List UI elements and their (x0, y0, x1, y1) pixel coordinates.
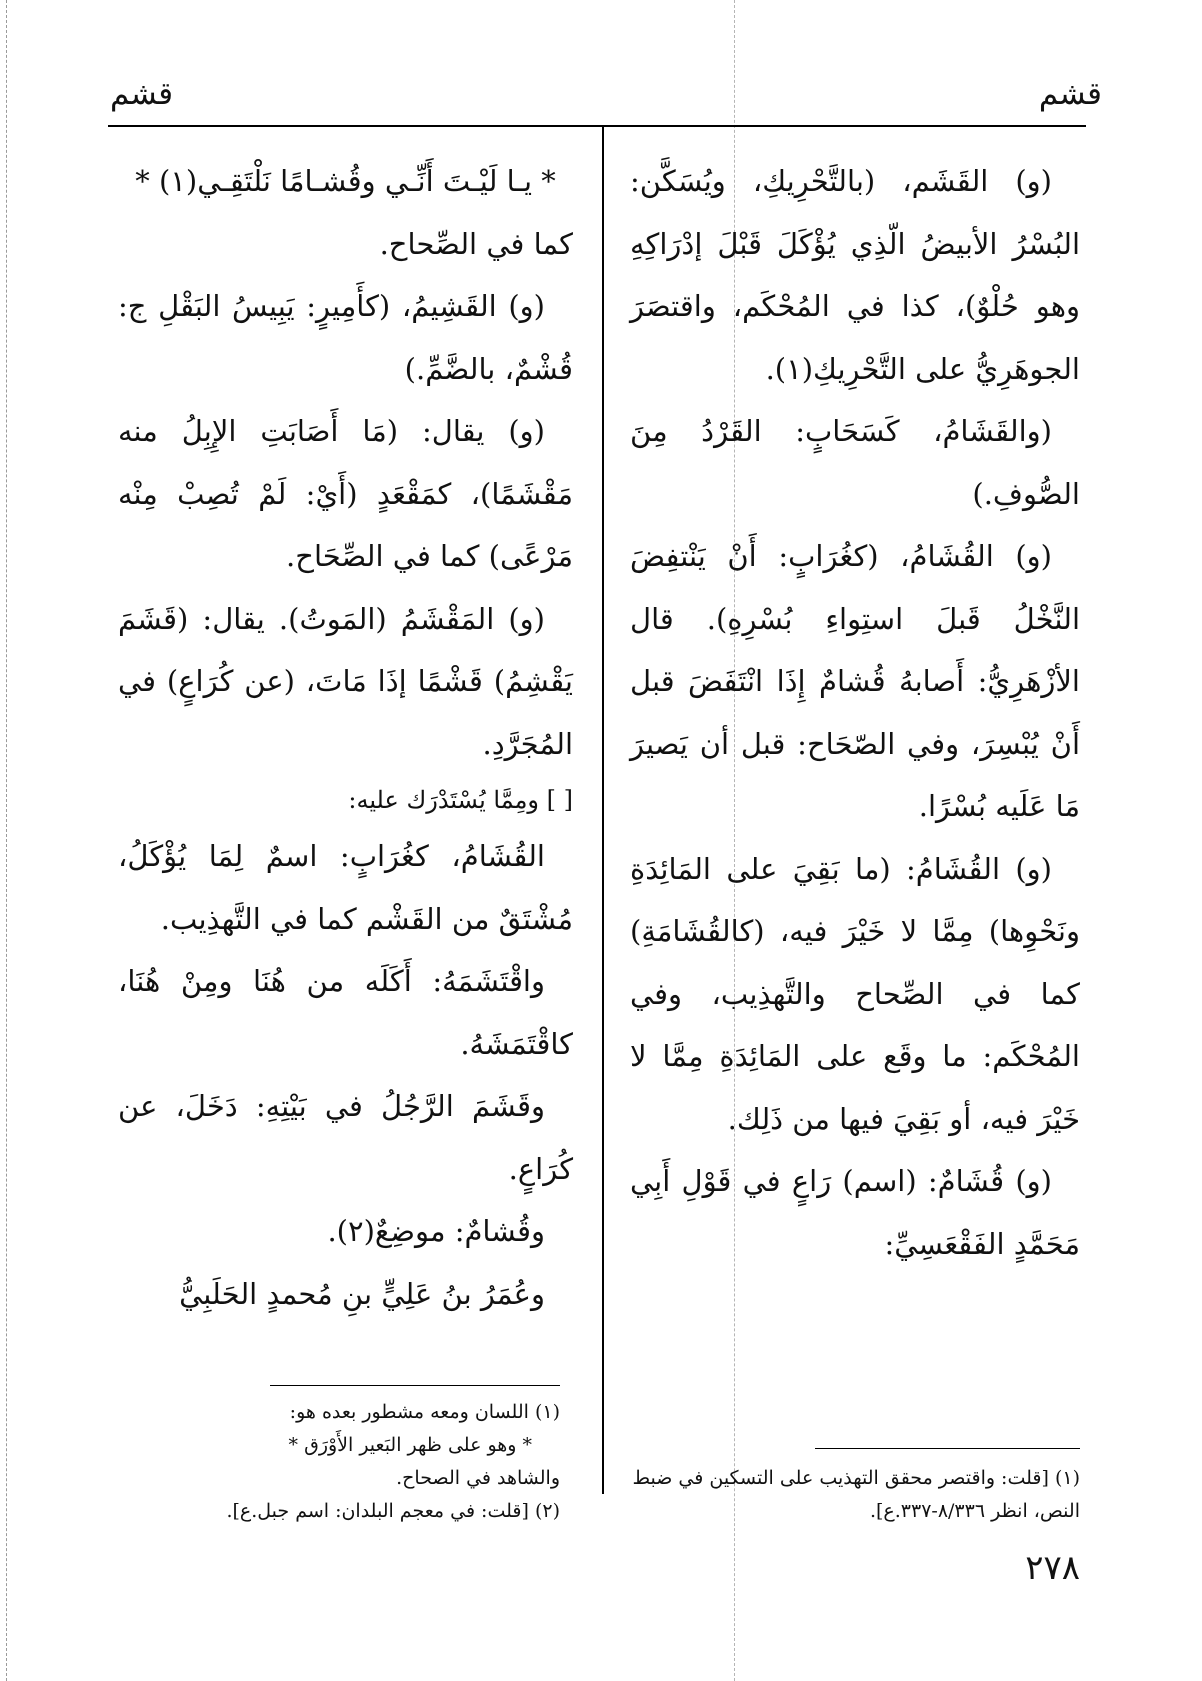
entry-paragraph: (و) قُشَامٌ: (اسم) رَاعٍ في قَوْلِ أَبِي مَحَمَّدٍ الفَقْعَسِيِّ: (630, 1164, 1080, 1261)
header-rule (108, 125, 1086, 127)
footnote: (١) اللسان ومعه مشطور بعده هو: (289, 1401, 560, 1423)
footnote: والشاهد في الصحاح. (396, 1467, 560, 1489)
entry-paragraph: وعُمَرُ بنُ عَلِيٍّ بنِ مُحمدٍ الحَلَبِيُّ (179, 1276, 545, 1311)
entry-paragraph: القُشَامُ، كغُرَابٍ: اسمٌ لِمَا يُؤْكَلُ، مُشْتَقٌ من القَشْم كما في التَّهذِيب. (118, 839, 573, 936)
footnote: (١) [قلت: واقتصر محقق التهذيب على التسكين في ضبط النص، انظر ٨/٣٣٦-٣٣٧.ع]. (632, 1467, 1080, 1522)
entry-paragraph: (و) القُشَامُ: (ما بَقِيَ على المَائِدَةِ ونَحْوِها) مِمَّا لا خَيْرَ فيه، (كالقُشَامَةِ) كما في الصِّحاح والتَّهذِيب، وفي المُحْكَم: ما وقَع على المَائِدَةِ مِمَّا لا خَيْرَ فيه، أو بَقِيَ فيها من ذَلِك. (630, 851, 1080, 1136)
entry-paragraph: (و) القَشَم، (بالتَّحْرِيكِ، ويُسَكَّن: البُسْرُ الأبيضُ الّذِي يُؤْكَلَ قَبْلَ إدْرَاكِهِ وهو حُلْوٌ)، كذا في المُحْكَم، واقتصَرَ الجوهَرِيُّ على التَّحْرِيكِ(١). (630, 164, 1080, 386)
entry-paragraph: وقَشَمَ الرَّجُلُ في بَيْتِهِ: دَخَلَ، عن كُرَاعٍ. (118, 1089, 573, 1186)
supplement-heading: [ ] ومِمَّا يُسْتَدْرَك عليه: (348, 786, 573, 814)
entry-paragraph: كما في الصِّحاح. (379, 226, 573, 261)
entry-paragraph: (و) يقال: (مَا أَصَابَتِ الإِبِلُ منه مَقْشَمًا)، كمَقْعَدٍ (أَيْ: لَمْ تُصِبْ مِنْه مَرْعًى) كما في الصِّحَاح. (118, 414, 573, 573)
header-keyword-right: قشم (1038, 76, 1102, 112)
left-column (118, 150, 573, 1325)
entry-paragraph: (و) المَقْشَمُ (المَوتُ). يقال: (قَشَمَ يَقْشِمُ) قَشْمًا إذَا مَاتَ، (عن كُرَاعٍ) في المُجَرَّدِ. (118, 601, 573, 761)
footnote-rule-right (815, 1448, 1080, 1449)
scan-edge-line (6, 0, 7, 1681)
footnote-verse: * وهو على ظهر البَعير الأَوْرَق * (288, 1434, 532, 1456)
right-footnotes (630, 1462, 1080, 1528)
entry-paragraph: (و) القَشِيمُ، (كأَمِيرٍ: يَبِيسُ البَقْلِ ج: قُشْمٌ، بالضَّمِّ.) (118, 289, 573, 386)
footnote: (٢) [قلت: في معجم البلدان: اسم جبل.ع]. (226, 1500, 560, 1522)
footnote-rule-left (270, 1385, 560, 1386)
left-footnotes (140, 1396, 560, 1528)
entry-paragraph: وقُشامٌ: موضِعٌ(٢). (327, 1214, 545, 1248)
entry-paragraph: واقْتَشَمَهُ: أَكَلَه من هُنَا ومِنْ هُنَا، كاقْتَمَشَهُ. (118, 964, 573, 1061)
right-column (630, 150, 1080, 1275)
entry-paragraph: (والقَشَامُ، كَسَحَابٍ: القَرْدُ مِنَ الصُّوفِ.) (630, 414, 1080, 511)
page-number: ٢٧٨ (1025, 1548, 1080, 1588)
verse-line: * يـا لَيْـتَ أَنِّـي وقُشـامًا نَلْتَقِـي(١) * (135, 164, 556, 198)
column-divider (602, 126, 604, 1494)
header-keyword-left: قشم (110, 76, 174, 112)
entry-paragraph: (و) القُشَامُ، (كغُرَابٍ: أَنْ يَنْتفِضَ النَّخْلُ قَبلَ استِواءِ بُسْرِهِ). قال الأزْهَرِيُّ: أَصابهُ قُشامٌ إِذَا انْتَفَضَ قبل أَنْ يُبْسِرَ، وفي الصّحَاح: قبل أن يَصيرَ مَا عَلَيه بُسْرًا. (630, 539, 1080, 823)
